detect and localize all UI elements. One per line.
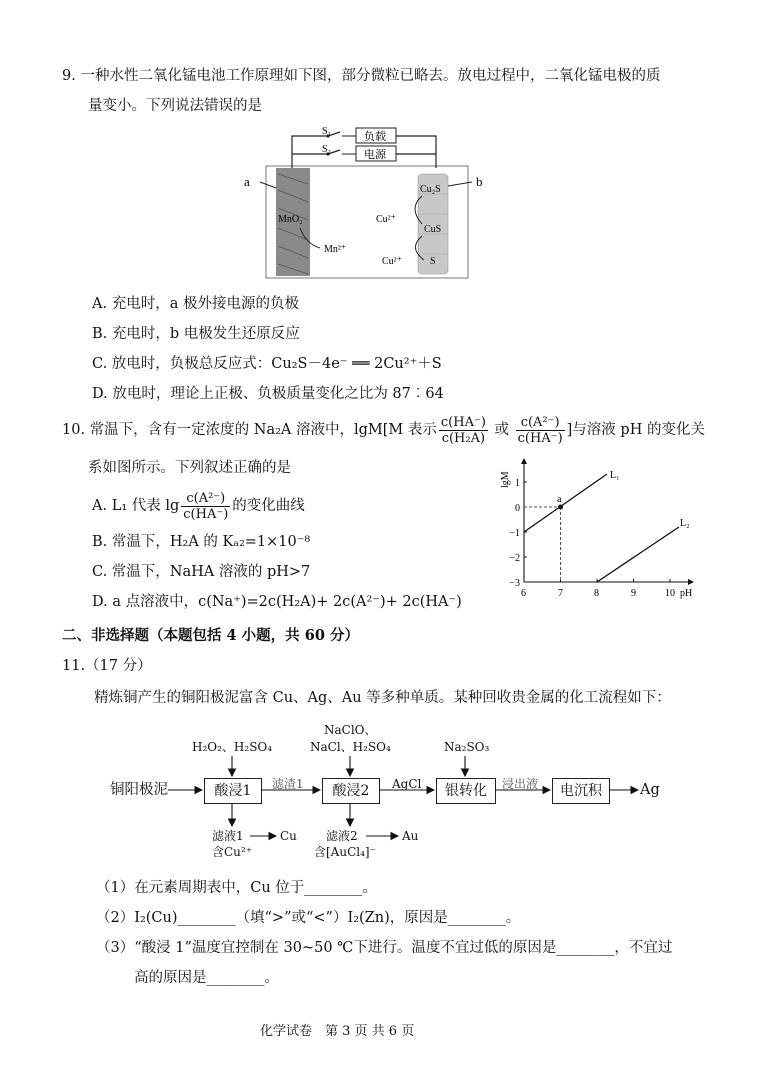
product-cu: Cu	[280, 829, 297, 843]
q10-line2: 系如图所示。下列叙述正确的是	[88, 460, 291, 476]
q11-head: 11.（17 分）	[62, 658, 152, 674]
frac1-numerator: c(HA⁻)	[440, 414, 486, 430]
box-electrodeposit: 电沉积	[552, 778, 610, 804]
y-tick-0: 0	[515, 503, 520, 514]
q10-pre: 10. 常温下，含有一定浓度的 Na₂A 溶液中，lgM[M 表示	[62, 422, 437, 438]
flow-start: 铜阳极泥	[110, 782, 168, 798]
electrode-b-label: b	[476, 174, 483, 189]
arrow-label-leachate: 浸出液	[502, 777, 539, 791]
cu2-label-a: Cu²⁺	[376, 214, 396, 225]
s-label: S	[430, 256, 436, 267]
L2-label: L₂	[680, 518, 690, 529]
reagent-1: H₂O₂、H₂SO₄	[192, 740, 273, 754]
q10-post: ]与溶液 pH 的变化关	[566, 422, 705, 438]
q10-a-pre: A. L₁ 代表 lg	[92, 498, 180, 514]
q11-part-3a: （3）“酸浸 1”温度宜控制在 30~50 ℃下进行。温度不宜过低的原因是________，不宜过	[96, 940, 673, 956]
x-tick-10: 10	[665, 588, 675, 599]
box-silver-convert: 银转化	[436, 778, 496, 804]
q11-part-3b: 高的原因是________。	[134, 970, 279, 986]
product-au: Au	[402, 829, 419, 843]
frac2-numerator: c(A²⁻)	[516, 415, 565, 431]
x-tick-8: 8	[594, 588, 599, 599]
a-frac-denominator: c(HA⁻)	[183, 506, 229, 522]
frac2-denominator: c(HA⁻)	[517, 430, 563, 446]
q9-option-a: A. 充电时，a 极外接电源的负极	[92, 296, 299, 312]
q11-part-1: （1）在元素周期表中，Cu 位于________。	[96, 880, 377, 896]
reagent-3: Na₂SO₃	[444, 740, 490, 754]
q9-line2: 量变小。下列说法错误的是	[88, 98, 262, 114]
reagent-2a: NaClO、	[324, 723, 377, 737]
box-acid-leach-1: 酸浸1	[204, 778, 262, 804]
y-tick-m2: −2	[509, 553, 520, 564]
section-2-heading: 二、非选择题（本题包括 4 小题，共 60 分）	[62, 627, 359, 644]
cus-label: CuS	[424, 224, 442, 235]
q9-option-d: D. 放电时，理论上正极、负极质量变化之比为 87︰64	[92, 386, 444, 402]
s1-label: S₁	[322, 126, 332, 137]
q9-option-b: B. 充电时，b 电极发生还原反应	[92, 326, 300, 342]
q9-line1: 9. 一种水性二氧化锰电池工作原理如下图，部分微粒已略去。放电过程中，二氧化锰电极的质	[62, 68, 661, 84]
q10-option-d: D. a 点溶液中，c(Na⁺)=2c(H₂A)+ 2c(A²⁻)+ 2c(HA⁻)	[92, 594, 462, 610]
mno2-label: MnO₂	[278, 214, 303, 225]
box-acid-leach-2: 酸浸2	[322, 778, 380, 804]
x-tick-6: 6	[521, 588, 526, 599]
y-tick-1: 1	[515, 478, 520, 489]
page-footer: 化学试卷 第 3 页 共 6 页	[260, 1024, 415, 1039]
graph-xlabel: pH	[680, 588, 693, 599]
q9-option-c: C. 放电时，负极总反应式：Cu₂S－4e⁻ ══ 2Cu²⁺＋S	[92, 356, 442, 372]
x-tick-9: 9	[631, 588, 636, 599]
point-a-label: a	[557, 494, 562, 505]
q10-option-b: B. 常温下，H₂A 的 Kₐ₂=1×10⁻⁸	[92, 534, 311, 550]
cu2s-label: Cu₂S	[420, 184, 441, 195]
filtrate-2: 滤液2	[326, 829, 358, 843]
s2-label: S₂	[322, 144, 332, 155]
q10-option-c: C. 常温下，NaHA 溶液的 pH>7	[92, 564, 311, 580]
arrow-label-residue1: 滤渣1	[272, 777, 304, 791]
y-tick-m1: −1	[509, 528, 520, 539]
power-label: 电源	[364, 149, 386, 161]
cu2-label-b: Cu²⁺	[382, 256, 402, 267]
graph-ylabel: lgM	[500, 471, 511, 488]
filtrate-1: 滤液1	[212, 829, 244, 843]
electrode-a-label: a	[244, 174, 250, 189]
y-tick-m3: −3	[509, 578, 520, 589]
a-frac-numerator: c(A²⁻)	[181, 491, 230, 507]
load-label: 负载	[364, 131, 386, 143]
x-tick-7: 7	[558, 588, 563, 599]
filtrate-2-content: 含[AuCl₄]⁻	[314, 845, 376, 859]
q10-or: 或	[494, 422, 510, 438]
L1-label: L₁	[610, 470, 620, 481]
frac1-denominator: c(H₂A)	[441, 430, 486, 446]
q11-part-2: （2）I₂(Cu)________（填“>”或“<”）I₂(Zn)，原因是________。	[96, 910, 521, 926]
q11-intro: 精炼铜产生的铜阳极泥富含 Cu、Ag、Au 等多种单质。某种回收贵金属的化工流程如下：	[94, 690, 671, 706]
q10-a-post: 的变化曲线	[232, 498, 305, 514]
flow-end-ag: Ag	[640, 782, 660, 798]
filtrate-1-content: 含Cu²⁺	[212, 845, 253, 859]
reagent-2b: NaCl、H₂SO₄	[310, 740, 391, 754]
mn2-label: Mn²⁺	[324, 244, 347, 255]
arrow-label-agcl: AgCl	[392, 777, 422, 791]
